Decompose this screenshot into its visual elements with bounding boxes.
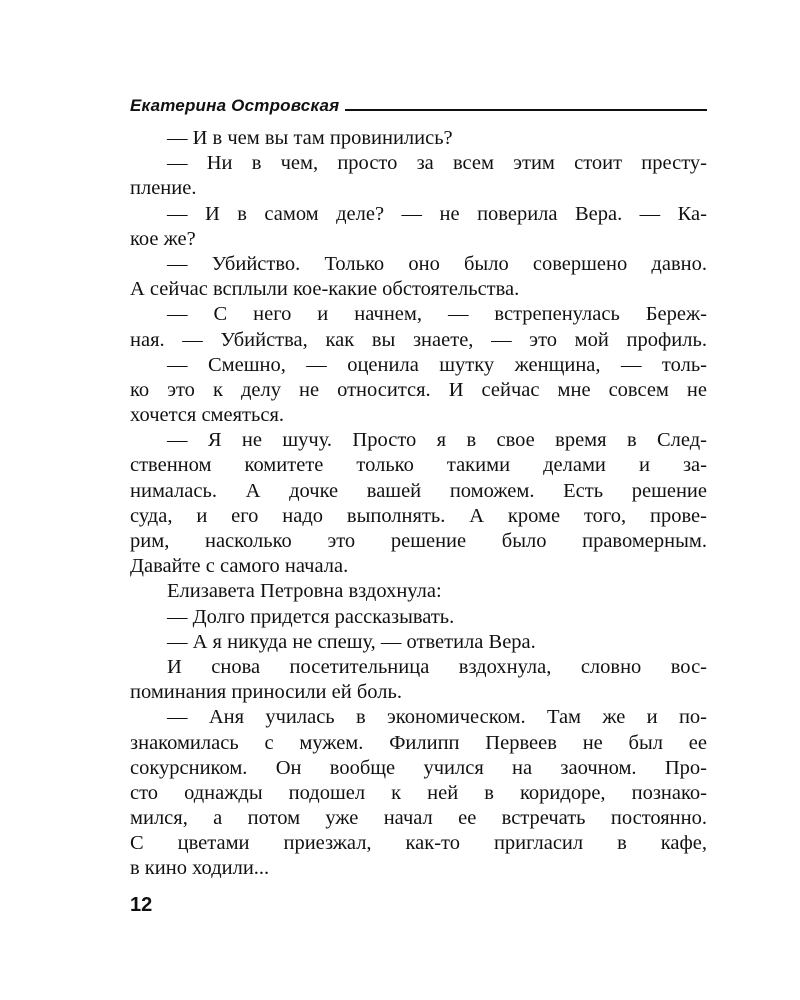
text-line: — Аня училась в экономическом. Там же и по- (167, 706, 707, 729)
text-line: ко это к делу не относится. И сейчас мне совсем не (130, 378, 707, 401)
text-line: — С него и начнем, — встрепенулась Береж- (167, 303, 707, 326)
body-text (130, 126, 707, 882)
text-line: знакомилась с мужем. Филипп Первеев не был ее (130, 731, 707, 754)
text-line: — И в самом деле? — не поверила Вера. — Ка- (167, 202, 707, 225)
text-line: нималась. А дочке вашей поможем. Есть решение (130, 479, 707, 502)
text-line: — Смешно, — оценила шутку женщина, — толь- (167, 353, 707, 376)
text-line: — Ни в чем, просто за всем этим стоит престу- (167, 152, 707, 175)
text-line: С цветами приезжал, как-то пригласил в кафе, (130, 832, 707, 855)
text-line: — Долго придется рассказывать. (167, 605, 455, 628)
text-line: ная. — Убийства, как вы знаете, — это мой профиль. (130, 328, 707, 351)
running-header (130, 88, 707, 116)
header-rule (345, 109, 707, 111)
text-line: — А я никуда не спешу, — ответила Вера. (167, 630, 536, 653)
author-name: Екатерина Островская (130, 96, 340, 115)
text-line: Елизавета Петровна вздохнула: (167, 580, 442, 603)
text-line: кое же? (130, 227, 196, 250)
text-line: А сейчас всплыли кое-какие обстоятельства. (130, 278, 520, 301)
text-line: сокурсником. Он вообще учился на заочном. Про- (130, 756, 707, 779)
text-line: — Я не шучу. Просто я в свое время в След- (167, 429, 707, 452)
text-line: — И в чем вы там провинились? (167, 127, 453, 149)
text-line: И снова посетительница вздохнула, словно вос- (167, 655, 707, 678)
text-line: — Убийство. Только оно было совершено давно. (167, 252, 707, 275)
text-line: рим, насколько это решение было правомерным. (130, 530, 707, 552)
text-line: поминания приносили ей боль. (130, 681, 402, 704)
text-line: Давайте с самого начала. (130, 555, 349, 578)
page-number: 12 (130, 894, 153, 916)
text-line: мился, а потом уже начал ее встречать постоянно. (130, 807, 707, 830)
text-line: пление. (130, 177, 197, 200)
text-line: в кино ходили... (130, 857, 270, 880)
text-line: суда, и его надо выполнять. А кроме того, прове- (130, 504, 707, 527)
text-line: сто однажды подошел к ней в коридоре, познако- (130, 781, 707, 804)
text-line: ственном комитете только такими делами и за- (130, 454, 707, 477)
text-line: хочется смеяться. (130, 404, 285, 427)
